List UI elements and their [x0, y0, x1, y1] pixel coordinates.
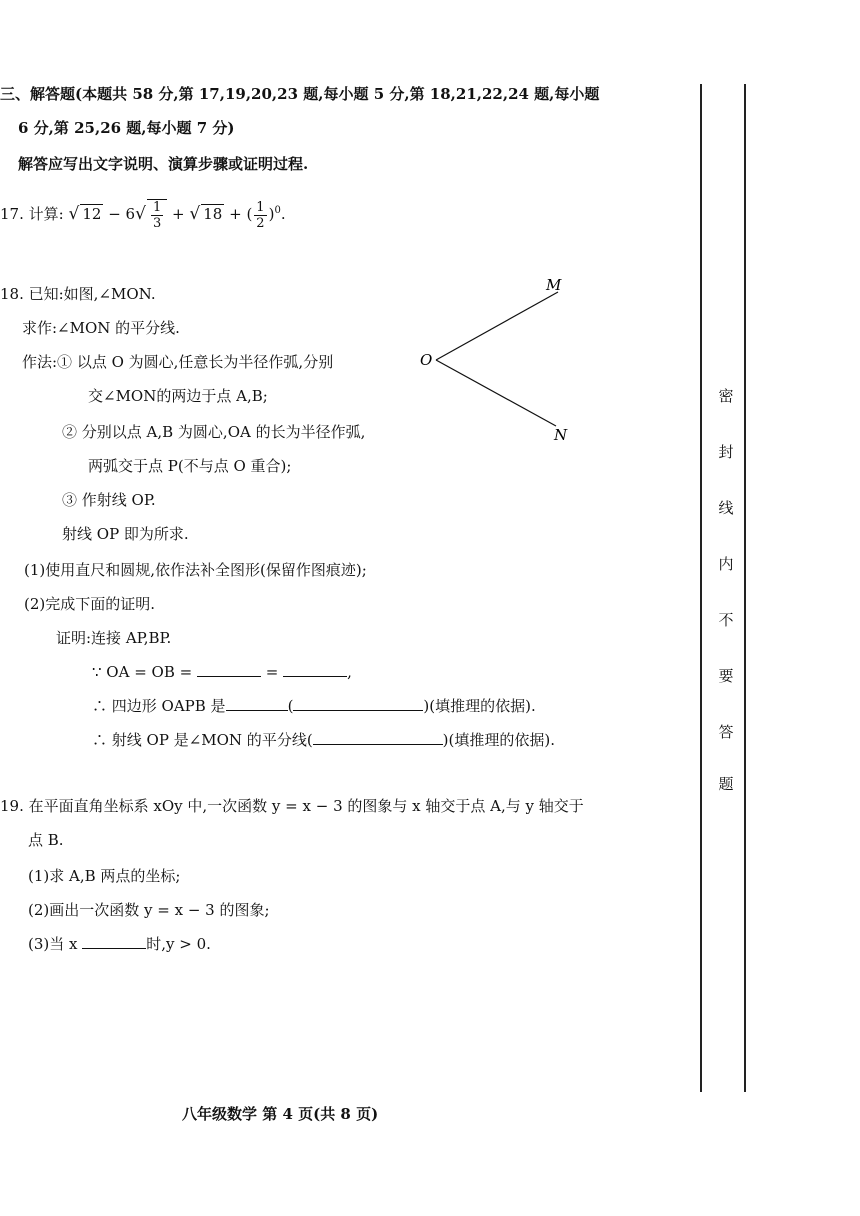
- because-eq: =: [265, 663, 279, 681]
- q17-sqrt18: 18: [203, 205, 223, 223]
- answer-blank-5[interactable]: [313, 730, 443, 745]
- margin-char: 不: [718, 611, 734, 629]
- q18-method-2a: ② 分别以点 A,B 为圆心,OA 的长为半径作弧,: [62, 423, 366, 441]
- q17-frac2-num: 1: [256, 199, 265, 215]
- sqrt-sign: √: [189, 204, 201, 224]
- q17-end: .: [280, 205, 286, 223]
- q17-rparen: ): [268, 205, 275, 223]
- q17-coef6: 6: [125, 205, 136, 223]
- q17-fraction-1-2: [254, 200, 266, 231]
- seal-line-left: [700, 84, 702, 1092]
- q18-method-3: ③ 作射线 OP.: [62, 491, 156, 509]
- therefore2-text: ∴ 射线 OP 是∠MON 的平分线(: [92, 731, 313, 749]
- answer-blank-1[interactable]: [197, 662, 261, 677]
- q17-fraction-1-3: [151, 200, 163, 231]
- margin-char: 要: [718, 667, 734, 685]
- q19-part3-end: 时,y > 0.: [146, 935, 211, 953]
- sqrt-sign: √: [68, 204, 80, 224]
- q18-part2: (2)完成下面的证明.: [24, 595, 156, 613]
- answer-blank-4[interactable]: [293, 696, 423, 711]
- margin-char: 答: [718, 723, 734, 741]
- seal-line-right: [744, 84, 746, 1092]
- q17-sqrt-frac: [147, 199, 167, 231]
- page-footer: 八年级数学 第 4 页(共 8 页): [182, 1105, 379, 1123]
- ray-on: [436, 360, 556, 426]
- q18-method-2b: 两弧交于点 P(不与点 O 重合);: [88, 457, 292, 475]
- q18-method-1a: 作法:① 以点 O 为圆心,任意长为半径作弧,分别: [22, 353, 334, 371]
- section-title-line1: 三、解答题(本题共 58 分,第 17,19,20,23 题,每小题 5 分,第 18,21,22,24 题,每小题: [0, 85, 600, 103]
- because-end: ,: [347, 663, 352, 681]
- q17-label: 17. 计算:: [0, 205, 64, 223]
- q19-part3-text: (3)当 x: [28, 935, 78, 953]
- q18-part1: (1)使用直尺和圆规,依作法补全图形(保留作图痕迹);: [24, 561, 367, 579]
- q17-frac1-num: 1: [152, 199, 162, 215]
- sqrt-sign: √: [135, 204, 146, 224]
- label-o: O: [420, 351, 433, 369]
- therefore1-close: )(填推理的依据).: [423, 697, 536, 715]
- because-text: ∵ OA = OB =: [92, 663, 193, 681]
- margin-char: 内: [718, 555, 734, 573]
- q17-frac1-den: 3: [152, 215, 162, 231]
- angle-mon-figure: [408, 268, 598, 448]
- q18-proof-start: 证明:连接 AP,BP.: [56, 629, 172, 647]
- q18-find: 求作:∠MON 的平分线.: [22, 319, 180, 337]
- section-instruction: 解答应写出文字说明、演算步骤或证明过程.: [18, 155, 309, 173]
- answer-blank-3[interactable]: [226, 696, 288, 711]
- q17-plus: +: [172, 205, 185, 223]
- therefore1-open: (: [287, 697, 294, 715]
- q17-plus2: +: [229, 205, 242, 223]
- q18-given: 18. 已知:如图,∠MON.: [0, 285, 156, 303]
- q17-sqrt12: 12: [82, 205, 102, 223]
- therefore2-close: )(填推理的依据).: [442, 731, 555, 749]
- q18-result: 射线 OP 即为所求.: [62, 525, 189, 543]
- ray-om: [436, 292, 558, 360]
- q18-therefore-1: [92, 696, 536, 716]
- q18-therefore-2: [92, 730, 555, 750]
- q17-exponent: 0: [274, 205, 281, 216]
- answer-blank-6[interactable]: [82, 934, 146, 949]
- margin-char: 线: [718, 499, 734, 517]
- q19-line2: 点 B.: [28, 831, 64, 849]
- q19-part3: [28, 934, 211, 954]
- margin-char: 封: [718, 443, 734, 461]
- section-title-line2: 6 分,第 25,26 题,每小题 7 分): [18, 119, 235, 137]
- q19-part2: (2)画出一次函数 y = x − 3 的图象;: [28, 901, 270, 919]
- q18-because-line: [92, 662, 352, 682]
- q17-minus: −: [108, 205, 121, 223]
- margin-char: 密: [718, 387, 734, 405]
- label-m: M: [546, 276, 562, 294]
- q19-part1: (1)求 A,B 两点的坐标;: [28, 867, 181, 885]
- answer-blank-2[interactable]: [283, 662, 347, 677]
- q19-line1: 19. 在平面直角坐标系 xOy 中,一次函数 y = x − 3 的图象与 x 轴交于点 A,与 y 轴交于: [0, 797, 584, 815]
- q17-lparen: (: [246, 205, 253, 223]
- therefore1-text: ∴ 四边形 OAPB 是: [92, 697, 226, 715]
- q18-method-1b: 交∠MON的两边于点 A,B;: [88, 387, 268, 405]
- q17-frac2-den: 2: [256, 215, 265, 231]
- question-17: [0, 196, 286, 231]
- margin-char: 题: [718, 775, 734, 793]
- label-n: N: [554, 426, 568, 444]
